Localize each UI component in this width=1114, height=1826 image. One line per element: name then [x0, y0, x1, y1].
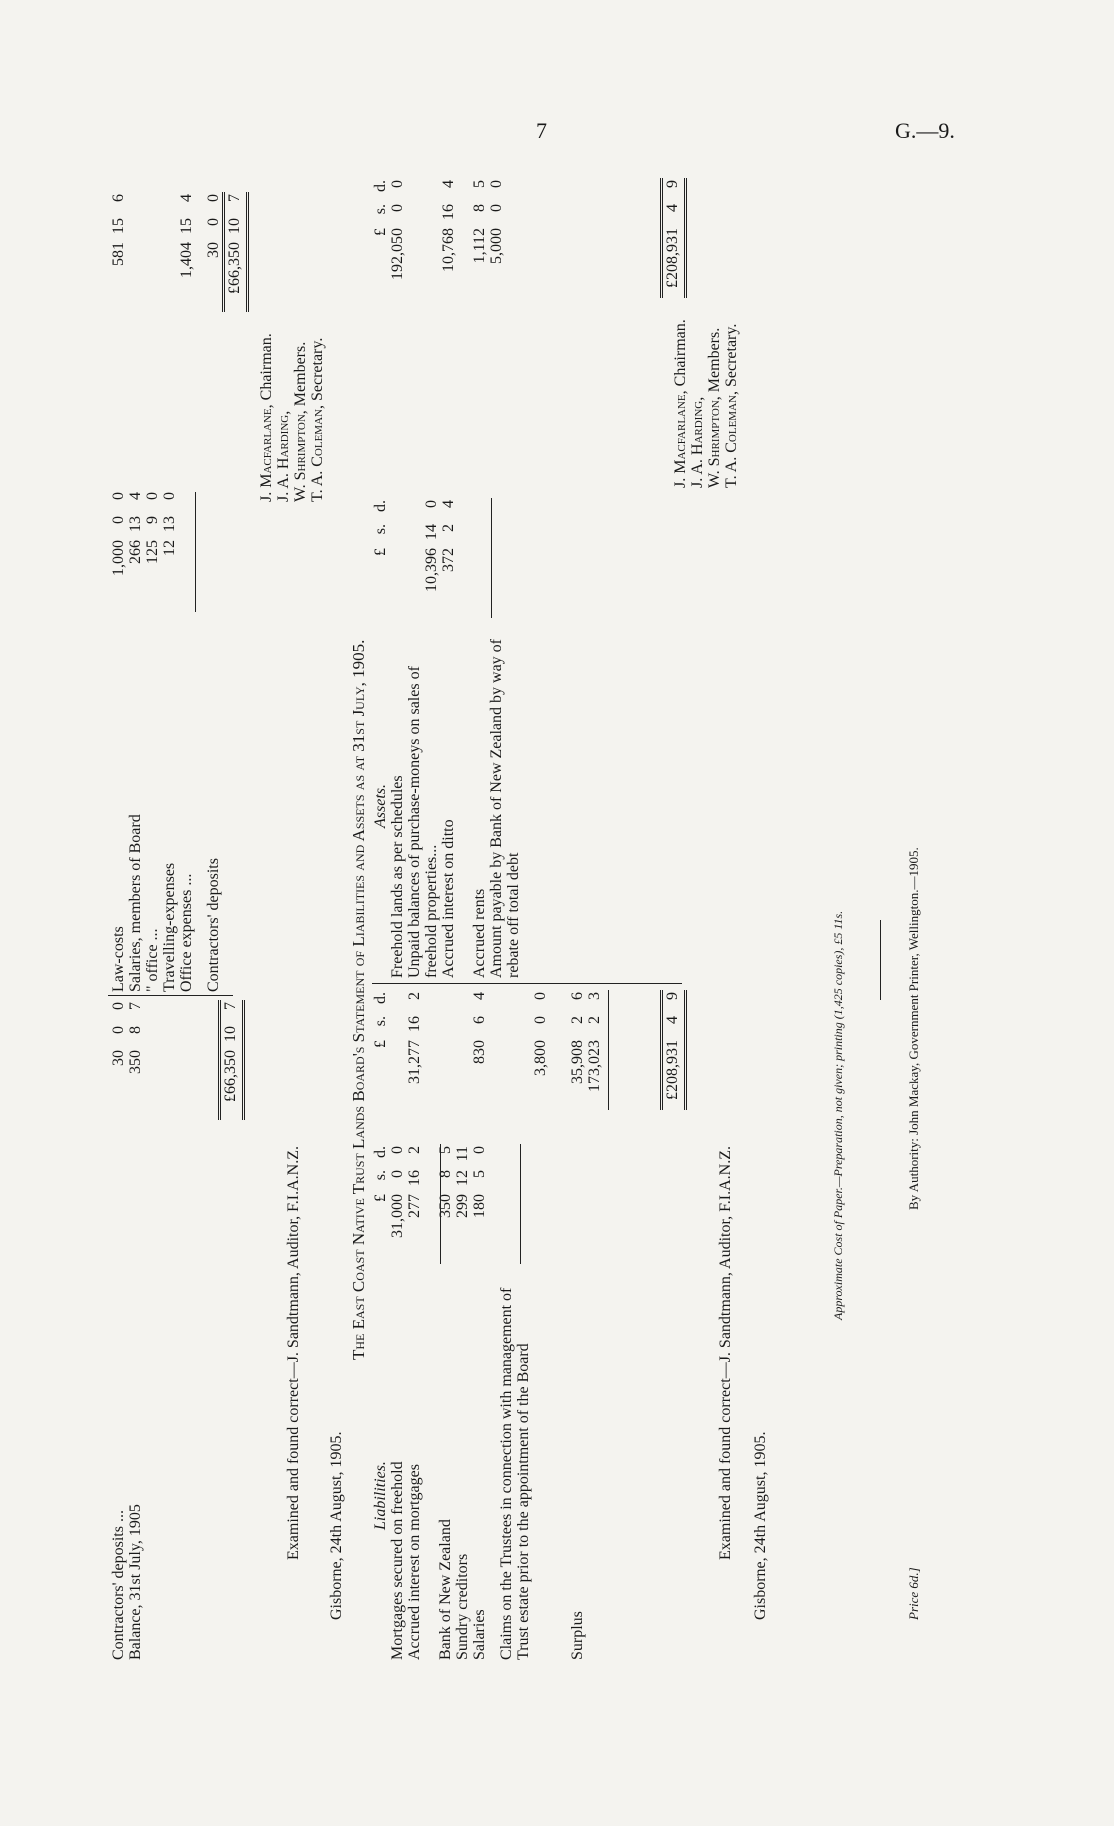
sub-shillings: 9 [144, 516, 161, 524]
row-label: Mortgages secured on freehold [389, 1461, 406, 1660]
pence: 5 [471, 180, 488, 188]
liability-row [389, 980, 406, 1660]
pounds: 35,908 [569, 1040, 586, 1084]
signatory-role: Secretary. [723, 323, 740, 388]
total-rule [684, 990, 687, 1110]
document-reference: G.—9. [895, 118, 955, 143]
signatory-name: J. Macfarlane, [672, 390, 689, 488]
subtotal-rule [195, 492, 196, 612]
signatory-name: T. A. Coleman, [723, 391, 740, 488]
price: Price 6d.] [906, 1567, 921, 1620]
place-date: Gisborne, 24th August, 1905. [328, 1431, 345, 1620]
shillings: 10 [226, 218, 243, 234]
sub-shillings: 14 [423, 524, 440, 540]
row-label: Salaries, members of Board [127, 814, 144, 992]
signatory-role: Chairman. [672, 319, 689, 387]
pounds: 31,277 [406, 1040, 423, 1084]
asset-row [471, 108, 488, 978]
col-head-shillings: s. [372, 1016, 389, 1027]
col-head-pence: d. [372, 992, 389, 1004]
pence: 3 [586, 992, 603, 1000]
account-row [161, 112, 178, 992]
pounds: £208,931 [664, 228, 681, 288]
asset-row [406, 108, 440, 978]
pounds: 192,050 [389, 228, 406, 280]
total-row [664, 108, 681, 978]
pence: 4 [471, 992, 488, 1000]
row-label: Balance, 31st July, 1905 [127, 1504, 144, 1660]
total-row [222, 940, 239, 1660]
shillings: 6 [471, 1016, 488, 1024]
sub-pounds: 10,396 [423, 548, 440, 592]
pence: 7 [226, 194, 243, 202]
statement-title: The East Coast Native Trust Lands Board's Statement of Liabilities and Assets as at 31st July, 1905. [349, 639, 368, 1360]
pounds: 830 [471, 1040, 488, 1064]
pence: 0 [389, 180, 406, 188]
pence: 9 [664, 180, 681, 188]
signatory-role: Chairman. [258, 333, 275, 401]
shillings: 8 [127, 1026, 144, 1034]
sub-shillings: 5 [471, 1170, 488, 1178]
place-date: Gisborne, 24th August, 1905. [752, 1431, 769, 1620]
pounds: £66,350 [222, 1050, 239, 1102]
pence: 6 [110, 194, 127, 202]
sub-shillings: 2 [440, 524, 457, 532]
row-label: Bank of New Zealand [437, 1519, 454, 1660]
pence: 4 [440, 180, 457, 188]
account-row [127, 112, 144, 992]
sub-pounds: 180 [471, 1194, 488, 1218]
total-rule [242, 1000, 245, 1120]
row-label: Accrued rents [471, 888, 488, 978]
pence: 0 [110, 1002, 127, 1010]
col-head-pounds: £ [372, 1040, 389, 1048]
pence: 0 [205, 194, 222, 202]
sub-pence: 0 [110, 492, 127, 500]
liabilities-heading: Liabilities. [372, 1461, 389, 1530]
sub-pence: 4 [440, 500, 457, 508]
asset-row [389, 108, 406, 978]
shillings: 2 [569, 1016, 586, 1024]
col-head-pounds: £ [372, 1194, 389, 1202]
rotated-page-content [100, 100, 1100, 1660]
footer-rule [880, 920, 881, 1000]
sub-pounds: 372 [440, 548, 457, 572]
shillings: 0 [110, 1026, 127, 1034]
signatory-name: W. Shrimpton, [706, 396, 723, 488]
printer-authority: By Authority: John Mackay, Government Printer, Wellington.—1905. [906, 847, 921, 1210]
sub-shillings: 0 [389, 1170, 406, 1178]
shillings: 16 [406, 1016, 423, 1032]
account-row [110, 112, 127, 992]
account-row [178, 112, 195, 992]
subtotal-rule [491, 498, 492, 618]
row-label: Salaries [471, 1609, 488, 1660]
row-label: Office expenses ... [178, 873, 195, 992]
auditor-note: Examined and found correct—J. Sandtmann, Auditor, F.I.A.N.Z. [285, 1146, 302, 1560]
pounds: 1,112 [471, 228, 488, 264]
signatory-name: W. Shrimpton, [292, 410, 309, 502]
signatory-name: J. A. Harding, [275, 410, 292, 502]
col-head-shillings: s. [372, 524, 389, 535]
sub-pounds: 277 [406, 1194, 423, 1218]
shillings: 0 [205, 218, 222, 226]
sub-pounds: 350 [437, 1194, 454, 1218]
total-rule [222, 192, 225, 312]
row-label: Accrued interest on mortgages [406, 1464, 423, 1660]
pounds: 3,800 [532, 1040, 549, 1076]
asset-row [440, 108, 457, 978]
sub-pence: 5 [437, 1146, 454, 1154]
sub-pounds: 1,000 [110, 540, 127, 576]
liability-row [437, 980, 454, 1660]
total-rule [246, 192, 249, 312]
sub-pence: 0 [161, 492, 178, 500]
sub-pence: 0 [144, 492, 161, 500]
signatory-name: T. A. Coleman, [309, 405, 326, 502]
row-label: Unpaid balances of purchase-moneys on sales of freehold properties... [406, 666, 440, 978]
pounds: 30 [110, 1050, 127, 1066]
total-rule [684, 178, 687, 298]
row-label: Accrued interest on ditto [440, 819, 457, 978]
pounds: 173,023 [586, 1040, 603, 1092]
liability-row [471, 980, 488, 1660]
sub-pounds: 299 [454, 1194, 471, 1218]
total-rule [218, 1000, 221, 1120]
signatory-role: Members. [292, 341, 309, 407]
pounds: £208,931 [664, 1040, 681, 1100]
row-label: Surplus [569, 1611, 586, 1660]
col-head-pounds: £ [372, 548, 389, 556]
row-label: Sundry creditors [454, 1553, 471, 1660]
pounds: 10,768 [440, 228, 457, 272]
sub-pounds: 125 [144, 540, 161, 564]
pence: 0 [532, 992, 549, 1000]
account-row [144, 112, 161, 992]
pence: 2 [406, 992, 423, 1000]
shillings: 0 [389, 204, 406, 212]
signatory-role: Secretary. [309, 337, 326, 402]
heading-row [372, 980, 389, 1660]
sub-shillings: 12 [454, 1170, 471, 1186]
signatory [706, 328, 723, 488]
sub-pence: 0 [423, 500, 440, 508]
row-label: Claims on the Trustees in connection with management of Trust estate prior to the appointment of the Board [498, 1287, 532, 1660]
pence: 7 [222, 1002, 239, 1010]
row-label: Contractors' deposits ... [110, 1510, 127, 1660]
top-account-right [110, 112, 326, 992]
shillings: 10 [222, 1026, 239, 1042]
col-head-pence: d. [372, 500, 389, 512]
total-rule [660, 178, 663, 298]
signatory-role: Members. [706, 327, 723, 393]
cost-note: Approximate Cost of Paper.—Preparation, not given; printing (1,425 copies), £5 11s. [831, 910, 845, 1320]
sub-pence: 11 [454, 1146, 471, 1162]
row-label: " office ... [144, 928, 161, 992]
sub-pounds: 31,000 [389, 1194, 406, 1238]
pounds: 581 [110, 242, 127, 266]
subtotal-rule [608, 990, 609, 1110]
col-head-pounds: £ [372, 228, 389, 236]
row-label: Contractors' deposits [205, 858, 222, 992]
sub-pence: 4 [127, 492, 144, 500]
row-label: Freehold lands as per schedules [389, 775, 406, 978]
signatory-name: J. A. Harding, [689, 396, 706, 488]
subtotal-rule [440, 1144, 441, 1264]
shillings: 0 [488, 204, 505, 212]
total-row [226, 112, 243, 992]
liabilities-section [372, 980, 769, 1660]
shillings: 4 [664, 204, 681, 212]
account-row [205, 112, 222, 992]
pounds: 350 [127, 1050, 144, 1074]
sub-shillings: 0 [110, 516, 127, 524]
pounds: £66,350 [226, 242, 243, 294]
pounds: 1,404 [178, 242, 195, 278]
shillings: 16 [440, 204, 457, 220]
signatory [309, 338, 326, 502]
sub-pence: 0 [389, 1146, 406, 1154]
row-label: Travelling-expenses [161, 862, 178, 992]
heading-row [372, 108, 389, 978]
sub-shillings: 8 [437, 1170, 454, 1178]
shillings: 8 [471, 204, 488, 212]
sub-shillings: 16 [406, 1170, 423, 1186]
shillings: 4 [664, 1016, 681, 1024]
pence: 7 [127, 1002, 144, 1010]
signatory [723, 324, 740, 488]
signatory [275, 411, 292, 502]
sub-pounds: 266 [127, 540, 144, 564]
sub-shillings: 13 [161, 516, 178, 532]
asset-row [488, 108, 522, 978]
pence: 0 [488, 180, 505, 188]
signatory [689, 397, 706, 488]
sub-pounds: 12 [161, 540, 178, 556]
page-number: 7 [536, 118, 547, 143]
col-head-pence: d. [372, 180, 389, 192]
pence: 9 [664, 992, 681, 1000]
liability-row [406, 980, 423, 1660]
column-divider [108, 995, 233, 996]
subtotal-rule [520, 1144, 521, 1264]
signatory [258, 333, 275, 502]
col-head-shillings: s. [372, 204, 389, 215]
sub-pence: 2 [406, 1146, 423, 1154]
pence: 4 [178, 194, 195, 202]
shillings: 15 [178, 218, 195, 234]
pence: 6 [569, 992, 586, 1000]
account-row [110, 940, 127, 1660]
liability-row [498, 980, 549, 1660]
assets-heading: Assets. [372, 784, 389, 828]
shillings: 15 [110, 218, 127, 234]
shillings: 0 [532, 1016, 549, 1024]
shillings: 2 [586, 1016, 603, 1024]
liability-row [454, 980, 471, 1660]
column-divider [372, 983, 682, 984]
row-label: Amount payable by Bank of New Zealand by way of rebate off total debt [488, 638, 522, 978]
sub-shillings: 13 [127, 516, 144, 532]
auditor-note: Examined and found correct—J. Sandtmann, Auditor, F.I.A.N.Z. [717, 1146, 734, 1560]
col-head-shillings: s. [372, 1170, 389, 1181]
assets-section [372, 108, 740, 978]
liability-row [569, 980, 586, 1660]
total-rule [660, 990, 663, 1110]
signatory [292, 342, 309, 502]
sub-pence: 0 [471, 1146, 488, 1154]
total-row [664, 980, 681, 1660]
pounds: 5,000 [488, 228, 505, 264]
signatory [672, 319, 689, 488]
signatory-name: J. Macfarlane, [258, 404, 275, 502]
pounds: 30 [205, 242, 222, 258]
account-row [127, 940, 144, 1660]
row-label: Law-costs [110, 926, 127, 992]
subtotal-row [586, 980, 603, 1660]
col-head-pence: d. [372, 1146, 389, 1158]
